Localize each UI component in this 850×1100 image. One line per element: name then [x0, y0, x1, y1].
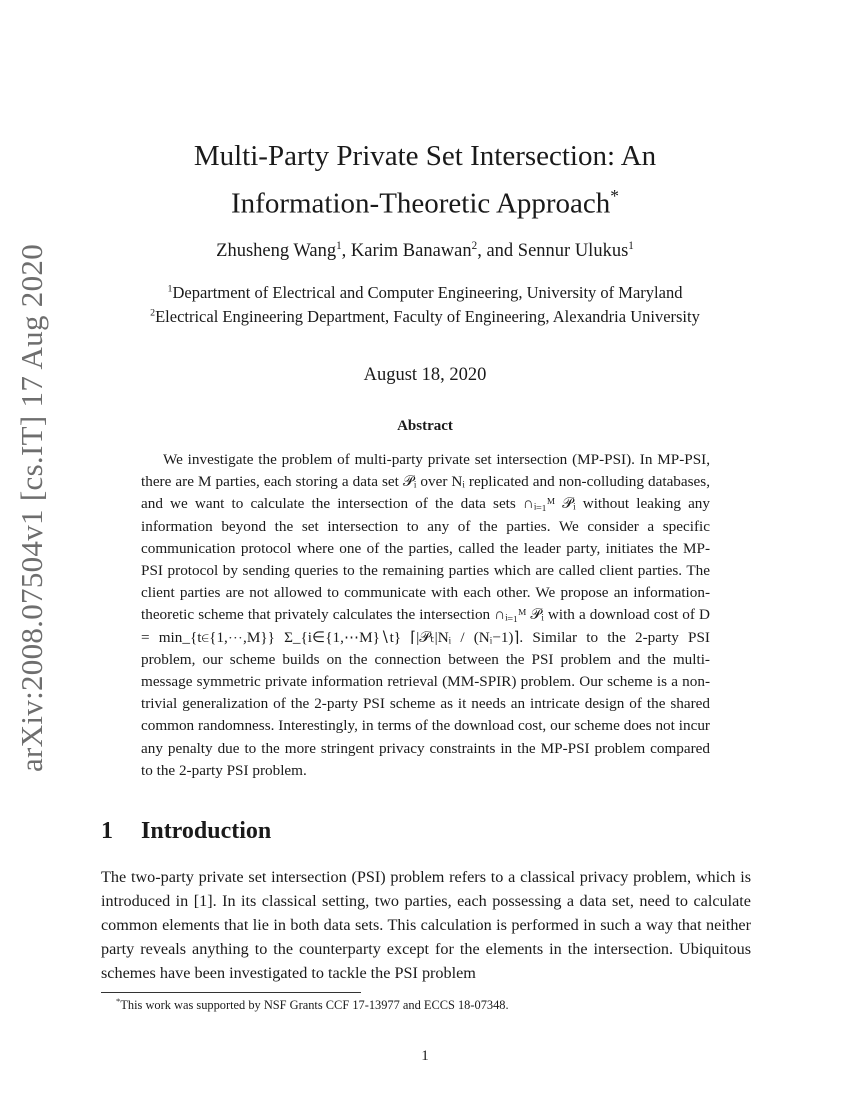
author: Karim Banawan$^2$: [350, 240, 478, 262]
author: Sennur Ulukus$^1$: [517, 240, 634, 262]
section-number: 1: [101, 818, 113, 844]
abstract-heading: Abstract: [397, 418, 453, 434]
author: Zhusheng Wang$^1$: [216, 240, 342, 262]
section-heading: [101, 818, 271, 845]
affiliation-2: $^2$Electrical Engineering Department, Faculty of Engineering, Alexandria University: [150, 307, 700, 326]
title-line-1: Multi-Party Private Set Intersection: An: [193, 140, 657, 172]
title-footnote-mark: *: [610, 186, 619, 206]
author-list: Zhusheng Wang$^1$, Karim Banawan$^2$, and Sennur Ulukus$^1$: [216, 240, 634, 262]
introduction-paragraph: The two-party private set intersection (PSI) problem refers to a classical privacy problem, which is introduced in [1]. In its classical setting, two parties, each possessing a data set, need to calculate common elements that lie in both data sets. This calculation is performed in such a way that neither party reveals anything to the counterparty except for the elements in the intersection. Ubiquitous schemes have been investigated to tackle the PSI problem: [101, 868, 751, 982]
arxiv-sidebar-stamp: [13, 243, 51, 773]
section-title: Introduction: [141, 818, 272, 844]
abstract-body: We investigate the problem of multi-party private set intersection (MP-PSI). In MP-PSI, there are M parties, each storing a data set 𝒫ᵢ over Nᵢ replicated and non-colluding databases, and we want to calculate the intersection of the data sets ∩ᵢ₌₁ᴹ 𝒫ᵢ without leaking any information beyond the set intersection to any of the parties. We consider a specific communication protocol where one of the parties, called the leader party, initiates the MP-PSI protocol by sending queries to the remaining parties which are called client parties. The client parties are not allowed to communicate with each other. We propose an information-theoretic scheme that privately calculates the intersection ∩ᵢ₌₁ᴹ 𝒫ᵢ with a download cost of D = min_{t∈{1,⋯,M}} Σ_{i∈{1,⋯M}∖t} ⌈|𝒫ₜ|Nᵢ / (Nᵢ−1)⌉. Similar to the 2-party PSI problem, our scheme builds on the connection between the PSI problem and the multi-message symmetric private information retrieval (MM-SPIR) problem. Our scheme is a non-trivial generalization of the 2-party PSI scheme as it needs an intricate design of the shared common randomness. Interestingly, in terms of the download cost, our scheme does not incur any penalty due to the more stringent privacy constraints in the MP-PSI problem compared to the 2-party PSI problem.: [141, 451, 710, 779]
footnote: *This work was supported by NSF Grants CCF 17-13977 and ECCS 18-07348.: [116, 996, 509, 1013]
title-line-2: Information-Theoretic Approach*: [231, 186, 619, 220]
footnote-rule: [101, 992, 361, 993]
page-number: 1: [421, 1048, 429, 1064]
paper-title: [100, 136, 750, 224]
affiliation-1: $^1$Department of Electrical and Computer Engineering, University of Maryland: [167, 283, 683, 302]
publication-date: August 18, 2020: [363, 365, 487, 385]
arxiv-identifier: arXiv:2008.07504v1 [cs.IT] 17 Aug 2020: [14, 243, 50, 773]
